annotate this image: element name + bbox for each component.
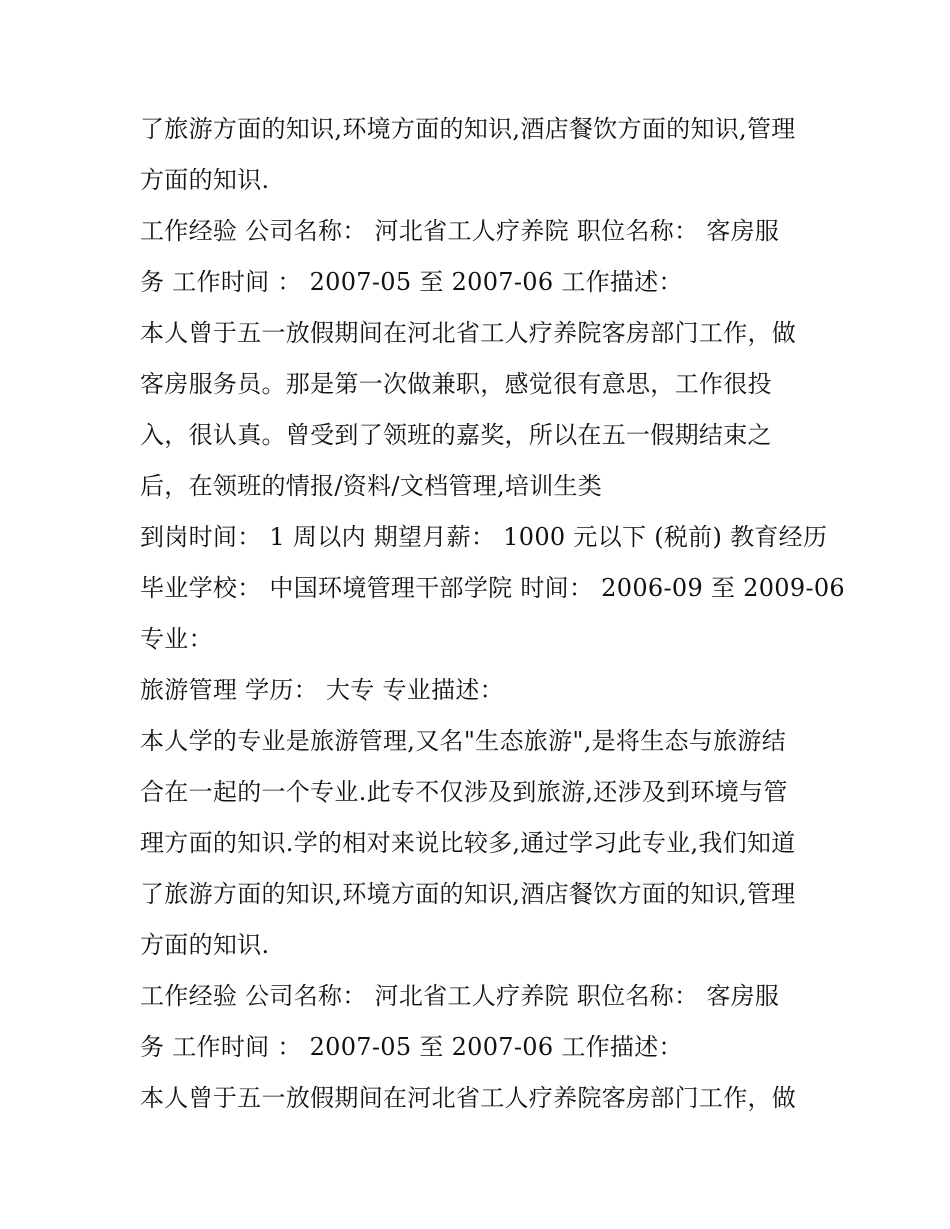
text-line: 了旅游方面的知识,环境方面的知识,酒店餐饮方面的知识,管理 [140, 115, 796, 143]
text-line: 合在一起的一个专业.此专不仅涉及到旅游,还涉及到环境与管 [140, 778, 788, 806]
text-line: 后，在领班的情报/资料/文档管理,培训生类 [140, 472, 603, 500]
text-line: 到岗时间： 1 周以内 期望月薪： 1000 元以下 (税前) 教育经历 [140, 523, 828, 551]
text-line: 务 工作时间 ： 2007-05 至 2007-06 工作描述： [140, 268, 683, 296]
text-line: 方面的知识. [140, 931, 270, 959]
text-line: 工作经验 公司名称： 河北省工人疗养院 职位名称： 客房服 [140, 217, 780, 245]
text-line: 入，很认真。曾受到了领班的嘉奖，所以在五一假期结束之 [140, 421, 772, 449]
document-body [140, 104, 845, 1124]
text-line: 本人曾于五一放假期间在河北省工人疗养院客房部门工作，做 [140, 319, 797, 347]
text-line: 毕业学校： 中国环境管理干部学院 时间： 2006-09 至 2009-06 [140, 574, 845, 602]
text-line: 专业： [140, 625, 213, 653]
text-line: 客房服务员。那是第一次做兼职，感觉很有意思，工作很投 [140, 370, 772, 398]
text-line: 工作经验 公司名称： 河北省工人疗养院 职位名称： 客房服 [140, 982, 780, 1010]
text-line: 了旅游方面的知识,环境方面的知识,酒店餐饮方面的知识,管理 [140, 880, 796, 908]
text-line: 理方面的知识.学的相对来说比较多,通过学习此专业,我们知道 [140, 829, 796, 857]
text-line: 本人学的专业是旅游管理,又名"生态旅游",是将生态与旅游结 [140, 727, 787, 755]
text-line: 方面的知识. [140, 166, 270, 194]
text-line: 务 工作时间 ： 2007-05 至 2007-06 工作描述： [140, 1033, 683, 1061]
text-line: 旅游管理 学历： 大专 专业描述： [140, 676, 504, 704]
text-line: 本人曾于五一放假期间在河北省工人疗养院客房部门工作，做 [140, 1084, 797, 1112]
